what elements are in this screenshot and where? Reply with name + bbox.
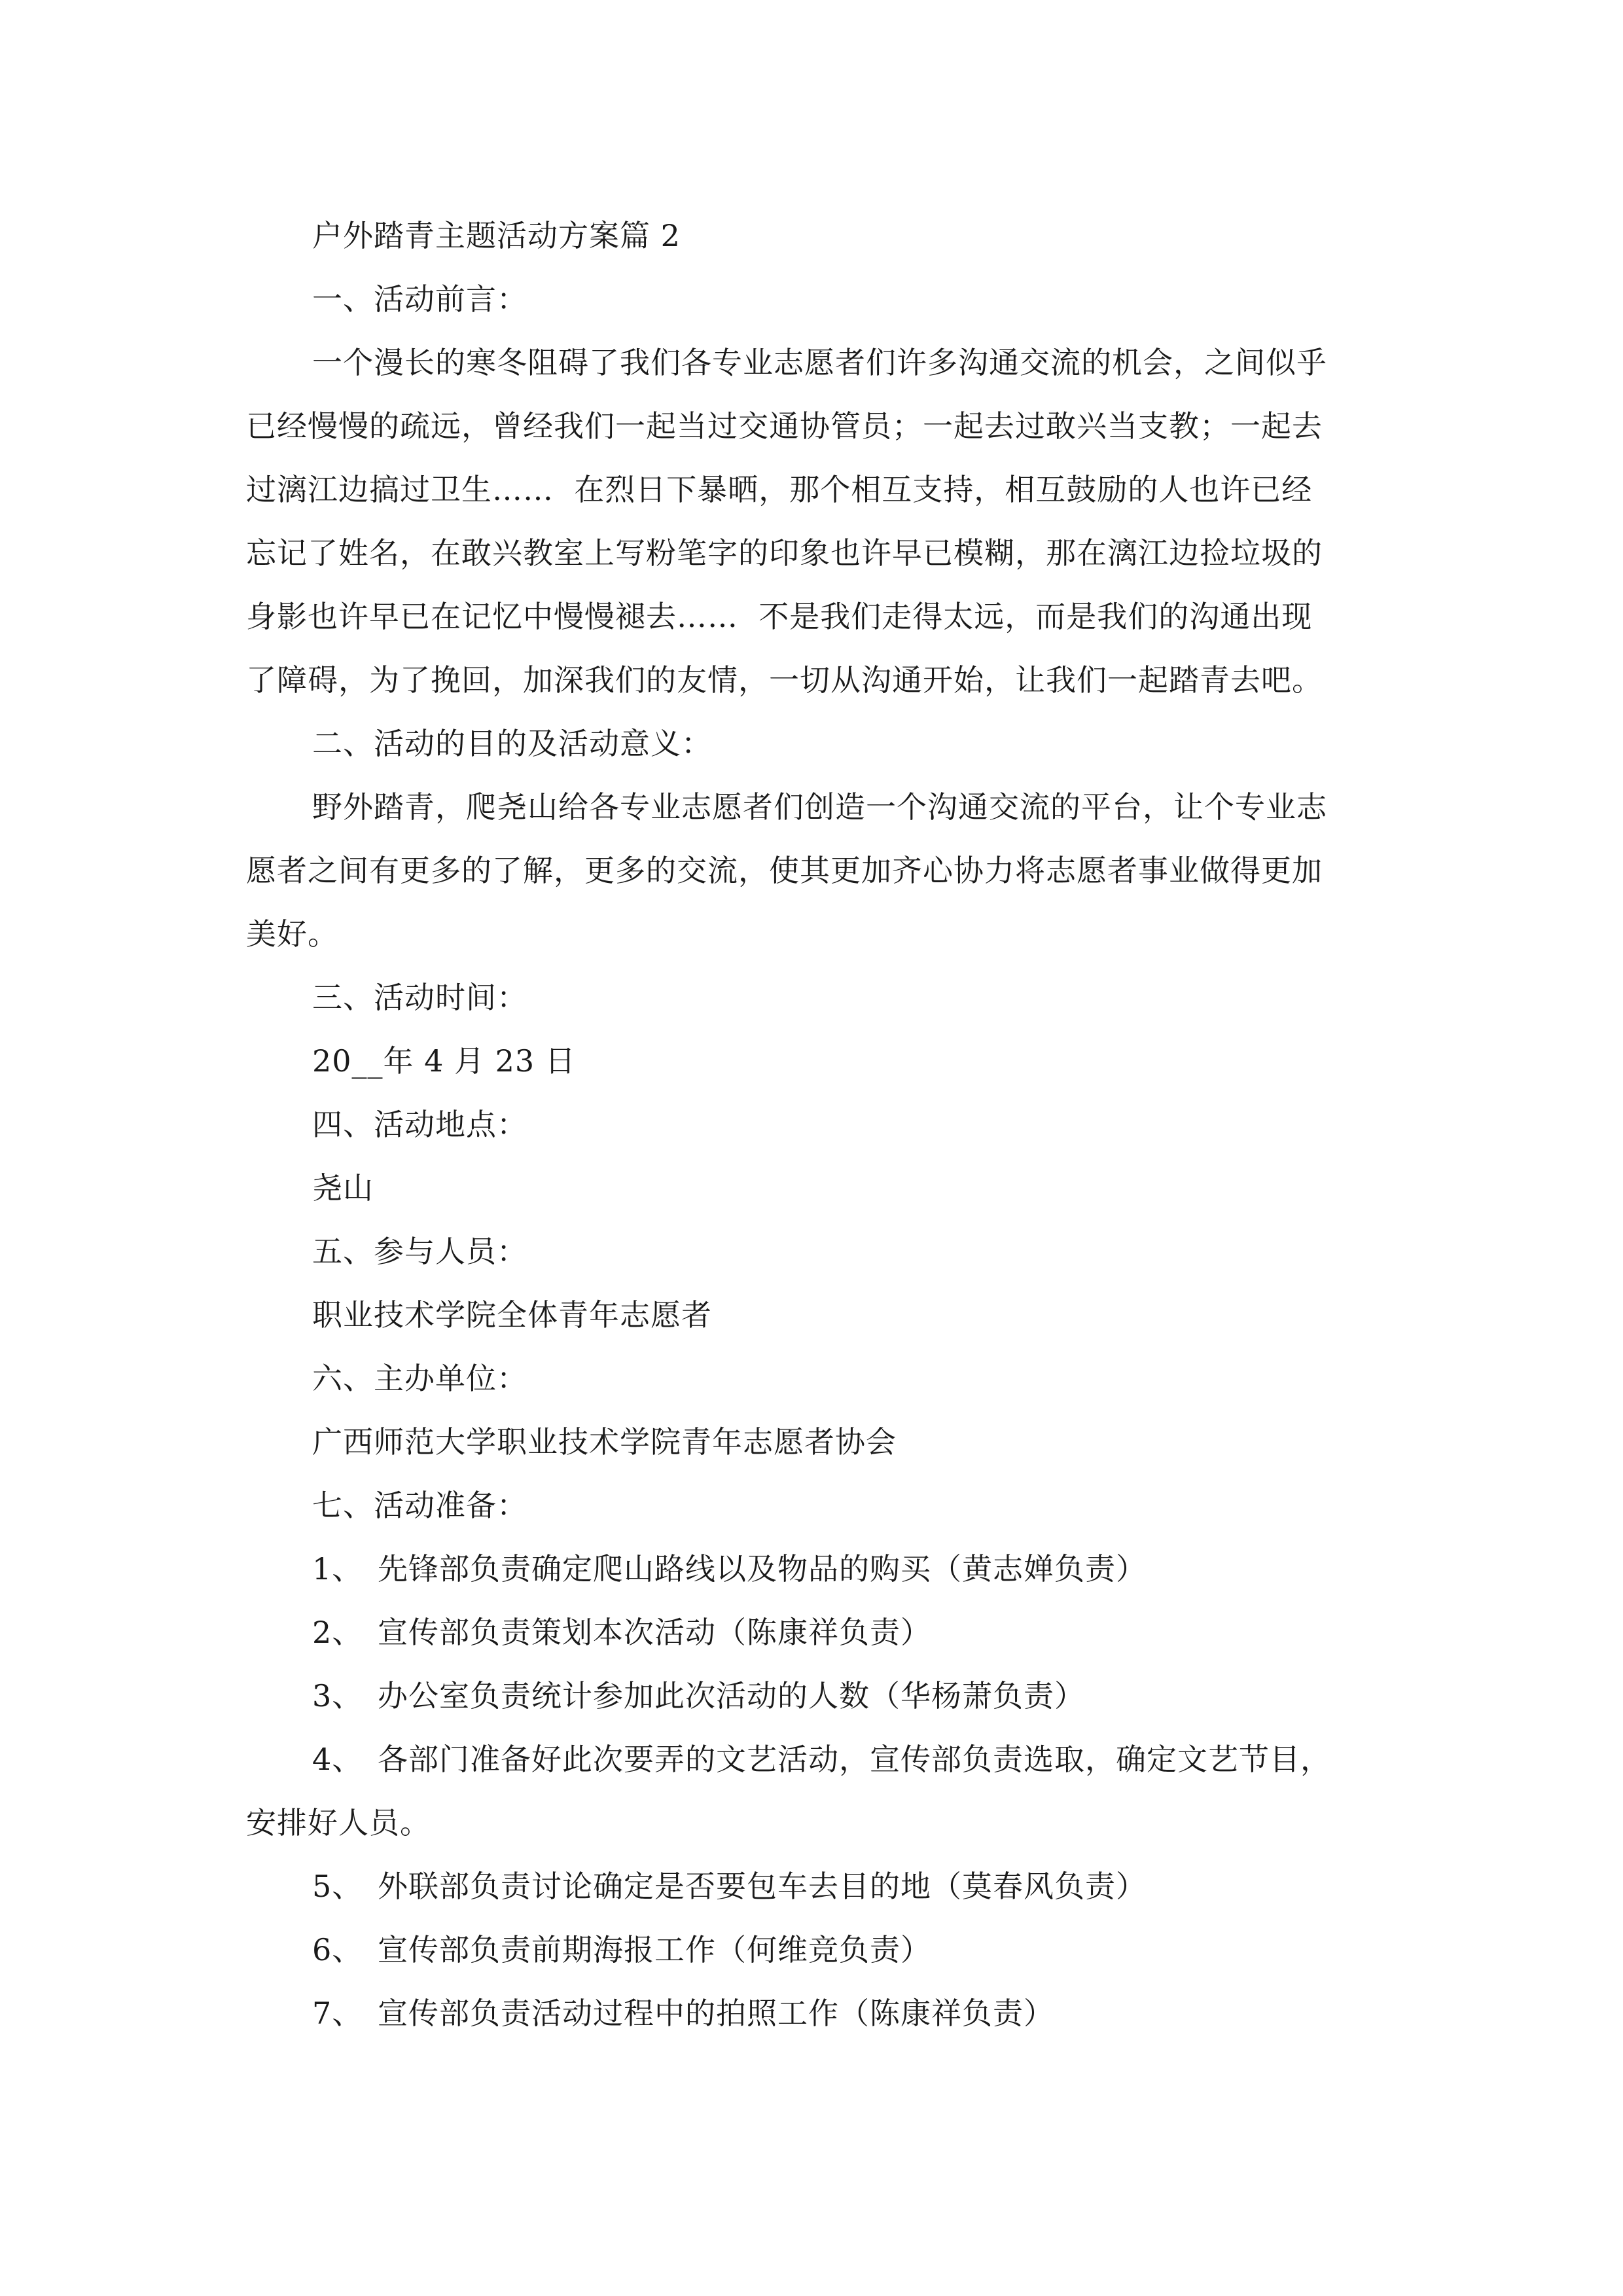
list-item-number: 1、 [312, 1551, 363, 1587]
paragraph-line: 已经慢慢的疏远，曾经我们一起当过交通协管员；一起去过敢兴当支教；一起去 [246, 408, 1323, 444]
list-item-text: 宣传部负责策划本次活动（陈康祥负责） [378, 1615, 931, 1650]
document-title: 户外踏青主题活动方案篇 2 [312, 218, 681, 253]
paragraph-line: 野外踏青，爬尧山给各专业志愿者们创造一个沟通交流的平台，让个专业志 [312, 789, 1327, 825]
activity-location: 尧山 [312, 1170, 374, 1206]
paragraph-line: 愿者之间有更多的了解，更多的交流，使其更加齐心协力将志愿者事业做得更加 [246, 853, 1323, 888]
list-item [246, 1855, 1398, 1918]
list-item-text: 宣传部负责前期海报工作（何维竞负责） [378, 1932, 931, 1967]
section-heading-preface: 一、活动前言： [312, 281, 527, 317]
list-item [246, 1982, 1398, 2045]
paragraph-line: 了障碍，为了挽回，加深我们的友情，一切从沟通开始，让我们一起踏青去吧。 [246, 662, 1323, 698]
list-item [246, 1728, 1398, 1855]
list-item-number: 6、 [312, 1932, 363, 1967]
participants: 职业技术学院全体青年志愿者 [312, 1297, 712, 1333]
list-item-number: 5、 [312, 1869, 363, 1904]
organizer: 广西师范大学职业技术学院青年志愿者协会 [312, 1424, 897, 1460]
paragraph-line: 过漓江边搞过卫生…… 在烈日下暴晒，那个相互支持，相互鼓励的人也许已经 [246, 472, 1313, 507]
list-item-text: 各部门准备好此次要弄的文艺活动，宣传部负责选取，确定文艺节目， [378, 1742, 1331, 1777]
document-body [246, 204, 1398, 2045]
list-item-text-continued: 安排好人员。 [246, 1805, 431, 1840]
paragraph-line: 一个漫长的寒冬阻碍了我们各专业志愿者们许多沟通交流的机会，之间似乎 [312, 345, 1327, 380]
list-item-text: 宣传部负责活动过程中的拍照工作（陈康祥负责） [378, 1996, 1054, 2031]
activity-time: 20__年 4 月 23 日 [312, 1043, 576, 1079]
section-heading-time: 三、活动时间： [312, 980, 527, 1015]
list-item [246, 1601, 1398, 1664]
list-item [246, 1664, 1398, 1728]
section-heading-purpose: 二、活动的目的及活动意义： [312, 726, 712, 761]
preface-paragraph [246, 331, 1398, 712]
section-heading-preparation: 七、活动准备： [312, 1488, 527, 1523]
paragraph-line: 身影也许早已在记忆中慢慢褪去…… 不是我们走得太远，而是我们的沟通出现 [246, 599, 1313, 634]
paragraph-line: 美好。 [246, 916, 338, 952]
list-item-number: 2、 [312, 1615, 363, 1650]
list-item-text: 先锋部负责确定爬山路线以及物品的购买（黄志婵负责） [378, 1551, 1147, 1587]
list-item [246, 1537, 1398, 1601]
list-item [246, 1918, 1398, 1982]
section-heading-participants: 五、参与人员： [312, 1234, 527, 1269]
purpose-paragraph [246, 776, 1398, 966]
list-item-text: 办公室负责统计参加此次活动的人数（华杨萧负责） [378, 1678, 1085, 1713]
paragraph-line: 忘记了姓名，在敢兴教室上写粉笔字的印象也许早已模糊，那在漓江边捡垃圾的 [246, 535, 1323, 571]
section-heading-organizer: 六、主办单位： [312, 1361, 527, 1396]
list-item-number: 7、 [312, 1996, 363, 2031]
list-item-text: 外联部负责讨论确定是否要包车去目的地（莫春风负责） [378, 1869, 1147, 1904]
list-item-number: 4、 [312, 1742, 363, 1777]
section-heading-location: 四、活动地点： [312, 1107, 527, 1142]
list-item-number: 3、 [312, 1678, 363, 1713]
